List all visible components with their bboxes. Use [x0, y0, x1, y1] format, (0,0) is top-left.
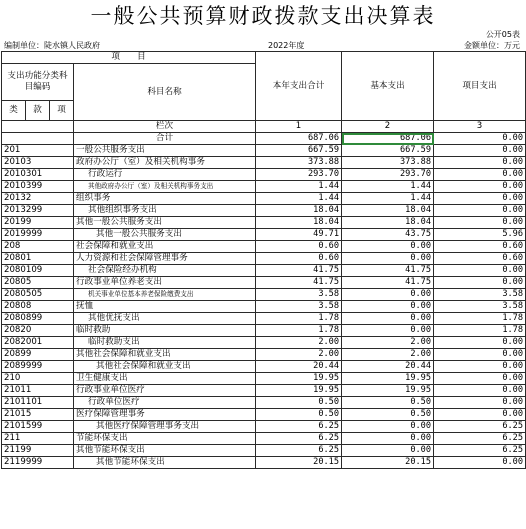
row-col3[interactable]: 0.00: [434, 409, 526, 421]
header-subject-name: 科目名称: [74, 64, 256, 121]
row-subject-name[interactable]: 其他组织事务支出: [74, 205, 256, 217]
row-col3[interactable]: 1.78: [434, 313, 526, 325]
table-row: [2, 337, 526, 349]
expenditure-table: [1, 51, 526, 469]
row-col3[interactable]: 0.00: [434, 457, 526, 469]
table-row: [2, 349, 526, 361]
table-row: [2, 289, 526, 301]
total-col2[interactable]: 687.06: [342, 133, 434, 145]
row-col1[interactable]: 18.04: [256, 217, 342, 229]
table-row: [2, 229, 526, 241]
row-subject-name[interactable]: 其他社会保障和就业支出: [74, 349, 256, 361]
row-subject-name[interactable]: 卫生健康支出: [74, 373, 256, 385]
row-col3[interactable]: 0.00: [434, 169, 526, 181]
row-col2[interactable]: 293.70: [342, 169, 434, 181]
row-col3[interactable]: 0.00: [434, 337, 526, 349]
table-row: [2, 265, 526, 277]
row-col3[interactable]: 0.00: [434, 145, 526, 157]
header-col1: 本年支出合计: [256, 52, 342, 121]
row-col3[interactable]: 3.58: [434, 289, 526, 301]
row-col3[interactable]: 0.00: [434, 361, 526, 373]
row-col3[interactable]: 5.96: [434, 229, 526, 241]
row-col2[interactable]: 43.75: [342, 229, 434, 241]
row-col1[interactable]: 2.00: [256, 349, 342, 361]
row-subject-name[interactable]: 行政事业单位医疗: [74, 385, 256, 397]
total-label: 合计: [74, 133, 256, 145]
row-code[interactable]: 210: [2, 373, 74, 385]
row-code[interactable]: 2080505: [2, 289, 74, 301]
header-kuan: 款: [26, 101, 50, 121]
row-col1[interactable]: 20.15: [256, 457, 342, 469]
lanci-label: 栏次: [74, 121, 256, 133]
header-lei: 类: [2, 101, 26, 121]
row-subject-name[interactable]: 社会保障和就业支出: [74, 241, 256, 253]
table-row: [2, 205, 526, 217]
row-subject-name[interactable]: 其他医疗保障管理事务支出: [74, 421, 256, 433]
table-row: [2, 241, 526, 253]
row-subject-name[interactable]: 一般公共服务支出: [74, 145, 256, 157]
row-code[interactable]: 2080109: [2, 265, 74, 277]
row-subject-name[interactable]: 其他政府办公厅（室）及相关机构事务支出: [74, 181, 256, 193]
row-col1[interactable]: 0.60: [256, 253, 342, 265]
header-col3: 项目支出: [434, 52, 526, 121]
row-col3[interactable]: 0.00: [434, 193, 526, 205]
table-row: [2, 421, 526, 433]
row-subject-name[interactable]: 政府办公厅（室）及相关机构事务: [74, 157, 256, 169]
row-col2[interactable]: 0.00: [342, 289, 434, 301]
table-row: [2, 193, 526, 205]
row-code[interactable]: 2013299: [2, 205, 74, 217]
row-subject-name[interactable]: 临时救助支出: [74, 337, 256, 349]
row-code[interactable]: 2089999: [2, 361, 74, 373]
row-col2[interactable]: 1.44: [342, 193, 434, 205]
row-col1[interactable]: 2.00: [256, 337, 342, 349]
table-row: [2, 373, 526, 385]
row-col1[interactable]: 373.88: [256, 157, 342, 169]
row-col2[interactable]: 2.00: [342, 349, 434, 361]
row-code[interactable]: 211: [2, 433, 74, 445]
row-subject-name[interactable]: 机关事业单位基本养老保险缴费支出: [74, 289, 256, 301]
row-col1[interactable]: 19.95: [256, 385, 342, 397]
table-row: [2, 301, 526, 313]
report-title: 一般公共预算财政拨款支出决算表: [90, 4, 436, 28]
row-code[interactable]: 2080899: [2, 313, 74, 325]
row-col3[interactable]: 0.00: [434, 205, 526, 217]
table-row: [2, 157, 526, 169]
row-col1[interactable]: 6.25: [256, 445, 342, 457]
row-code[interactable]: 20103: [2, 157, 74, 169]
row-subject-name[interactable]: 其他节能环保支出: [74, 457, 256, 469]
table-row: [2, 313, 526, 325]
table-row: [2, 361, 526, 373]
row-code[interactable]: 20801: [2, 253, 74, 265]
row-code[interactable]: 2101599: [2, 421, 74, 433]
row-col2[interactable]: 0.00: [342, 421, 434, 433]
compiling-unit: 编制单位：陡水镇人民政府: [4, 41, 100, 50]
row-subject-name[interactable]: 其他优抚支出: [74, 313, 256, 325]
table-row: [2, 181, 526, 193]
row-col2[interactable]: 20.15: [342, 457, 434, 469]
row-col1[interactable]: 1.44: [256, 193, 342, 205]
row-col2[interactable]: 0.00: [342, 253, 434, 265]
row-col1[interactable]: 41.75: [256, 265, 342, 277]
row-code[interactable]: 20820: [2, 325, 74, 337]
row-col1[interactable]: 1.44: [256, 181, 342, 193]
row-subject-name[interactable]: 抚恤: [74, 301, 256, 313]
lanci-2: 2: [342, 121, 434, 133]
row-col2[interactable]: 373.88: [342, 157, 434, 169]
row-col2[interactable]: 18.04: [342, 205, 434, 217]
table-row: [2, 145, 526, 157]
row-code[interactable]: 2082001: [2, 337, 74, 349]
row-code[interactable]: 2119999: [2, 457, 74, 469]
row-code[interactable]: 2010399: [2, 181, 74, 193]
row-col3[interactable]: 0.60: [434, 253, 526, 265]
row-subject-name[interactable]: 其他节能环保支出: [74, 445, 256, 457]
row-col3[interactable]: 1.78: [434, 325, 526, 337]
row-subject-name[interactable]: 行政运行: [74, 169, 256, 181]
row-subject-name[interactable]: 行政单位医疗: [74, 397, 256, 409]
row-col2[interactable]: 2.00: [342, 337, 434, 349]
row-col1[interactable]: 3.58: [256, 289, 342, 301]
row-subject-name[interactable]: 行政事业单位养老支出: [74, 277, 256, 289]
row-col3[interactable]: 0.60: [434, 241, 526, 253]
row-col3[interactable]: 0.00: [434, 181, 526, 193]
row-subject-name[interactable]: 节能环保支出: [74, 433, 256, 445]
row-col1[interactable]: 6.25: [256, 421, 342, 433]
row-subject-name[interactable]: 临时救助: [74, 325, 256, 337]
row-col2[interactable]: 18.04: [342, 217, 434, 229]
table-row: [2, 253, 526, 265]
row-col1[interactable]: 18.04: [256, 205, 342, 217]
row-subject-name[interactable]: 医疗保障管理事务: [74, 409, 256, 421]
total-col3[interactable]: 0.00: [434, 133, 526, 145]
row-code[interactable]: 2010301: [2, 169, 74, 181]
row-code[interactable]: 21015: [2, 409, 74, 421]
row-col1[interactable]: 1.78: [256, 325, 342, 337]
row-col2[interactable]: 19.95: [342, 385, 434, 397]
row-col2[interactable]: 0.00: [342, 241, 434, 253]
row-col1[interactable]: 19.95: [256, 373, 342, 385]
row-col2[interactable]: 19.95: [342, 373, 434, 385]
lanci-3: 3: [434, 121, 526, 133]
row-col3[interactable]: 0.00: [434, 265, 526, 277]
header-project: 项 目: [2, 52, 256, 64]
form-number: 公开05表: [485, 30, 520, 39]
row-col2[interactable]: 0.00: [342, 445, 434, 457]
table-row: [2, 433, 526, 445]
fiscal-year: 2022年度: [268, 41, 305, 50]
row-col2[interactable]: 41.75: [342, 265, 434, 277]
row-col2[interactable]: 41.75: [342, 277, 434, 289]
row-col1[interactable]: 1.78: [256, 313, 342, 325]
table-row: [2, 397, 526, 409]
row-col1[interactable]: 0.50: [256, 409, 342, 421]
row-col1[interactable]: 49.71: [256, 229, 342, 241]
total-col1[interactable]: 687.06: [256, 133, 342, 145]
row-subject-name[interactable]: 组织事务: [74, 193, 256, 205]
row-col3[interactable]: 0.00: [434, 157, 526, 169]
row-code[interactable]: 21011: [2, 385, 74, 397]
row-col3[interactable]: 6.25: [434, 421, 526, 433]
row-subject-name[interactable]: 其他社会保障和就业支出: [74, 361, 256, 373]
row-col3[interactable]: 6.25: [434, 445, 526, 457]
table-row: [2, 409, 526, 421]
row-code[interactable]: 20808: [2, 301, 74, 313]
header-xiang: 项: [50, 101, 74, 121]
row-col3[interactable]: 0.00: [434, 349, 526, 361]
row-code[interactable]: 20899: [2, 349, 74, 361]
row-col1[interactable]: 293.70: [256, 169, 342, 181]
row-subject-name[interactable]: 其他一般公共服务支出: [74, 229, 256, 241]
table-row: [2, 169, 526, 181]
table-row: [2, 385, 526, 397]
row-col2[interactable]: 0.50: [342, 397, 434, 409]
row-col2[interactable]: 0.00: [342, 301, 434, 313]
row-subject-name[interactable]: 其他一般公共服务支出: [74, 217, 256, 229]
row-col3[interactable]: 0.00: [434, 373, 526, 385]
row-code[interactable]: 21199: [2, 445, 74, 457]
row-col1[interactable]: 20.44: [256, 361, 342, 373]
row-col1[interactable]: 6.25: [256, 433, 342, 445]
row-col2[interactable]: 20.44: [342, 361, 434, 373]
lanci-1: 1: [256, 121, 342, 133]
table-row: [2, 277, 526, 289]
table-row: [2, 217, 526, 229]
row-col2[interactable]: 667.59: [342, 145, 434, 157]
row-col1[interactable]: 41.75: [256, 277, 342, 289]
table-row: [2, 445, 526, 457]
money-unit: 金额单位：万元: [464, 41, 520, 50]
header-code: 支出功能分类科目编码: [2, 64, 74, 101]
row-col2[interactable]: 0.50: [342, 409, 434, 421]
row-code[interactable]: 20805: [2, 277, 74, 289]
row-col3[interactable]: 0.00: [434, 397, 526, 409]
row-code[interactable]: 20199: [2, 217, 74, 229]
row-col3[interactable]: 3.58: [434, 301, 526, 313]
row-col1[interactable]: 667.59: [256, 145, 342, 157]
row-col1[interactable]: 3.58: [256, 301, 342, 313]
row-col3[interactable]: 6.25: [434, 433, 526, 445]
total-blank: [2, 133, 74, 145]
row-col2[interactable]: 0.00: [342, 325, 434, 337]
row-col3[interactable]: 0.00: [434, 217, 526, 229]
row-subject-name[interactable]: 社会保险经办机构: [74, 265, 256, 277]
row-col2[interactable]: 1.44: [342, 181, 434, 193]
row-code[interactable]: 2019999: [2, 229, 74, 241]
row-col1[interactable]: 0.50: [256, 397, 342, 409]
row-code[interactable]: 201: [2, 145, 74, 157]
table-row: [2, 457, 526, 469]
row-col2[interactable]: 0.00: [342, 433, 434, 445]
row-code[interactable]: 20132: [2, 193, 74, 205]
lanci-blank: [2, 121, 74, 133]
row-code[interactable]: 2101101: [2, 397, 74, 409]
row-code[interactable]: 208: [2, 241, 74, 253]
header-col2: 基本支出: [342, 52, 434, 121]
table-row: [2, 325, 526, 337]
row-col3[interactable]: 0.00: [434, 277, 526, 289]
row-col1[interactable]: 0.60: [256, 241, 342, 253]
row-subject-name[interactable]: 人力资源和社会保障管理事务: [74, 253, 256, 265]
row-col3[interactable]: 0.00: [434, 385, 526, 397]
row-col2[interactable]: 0.00: [342, 313, 434, 325]
